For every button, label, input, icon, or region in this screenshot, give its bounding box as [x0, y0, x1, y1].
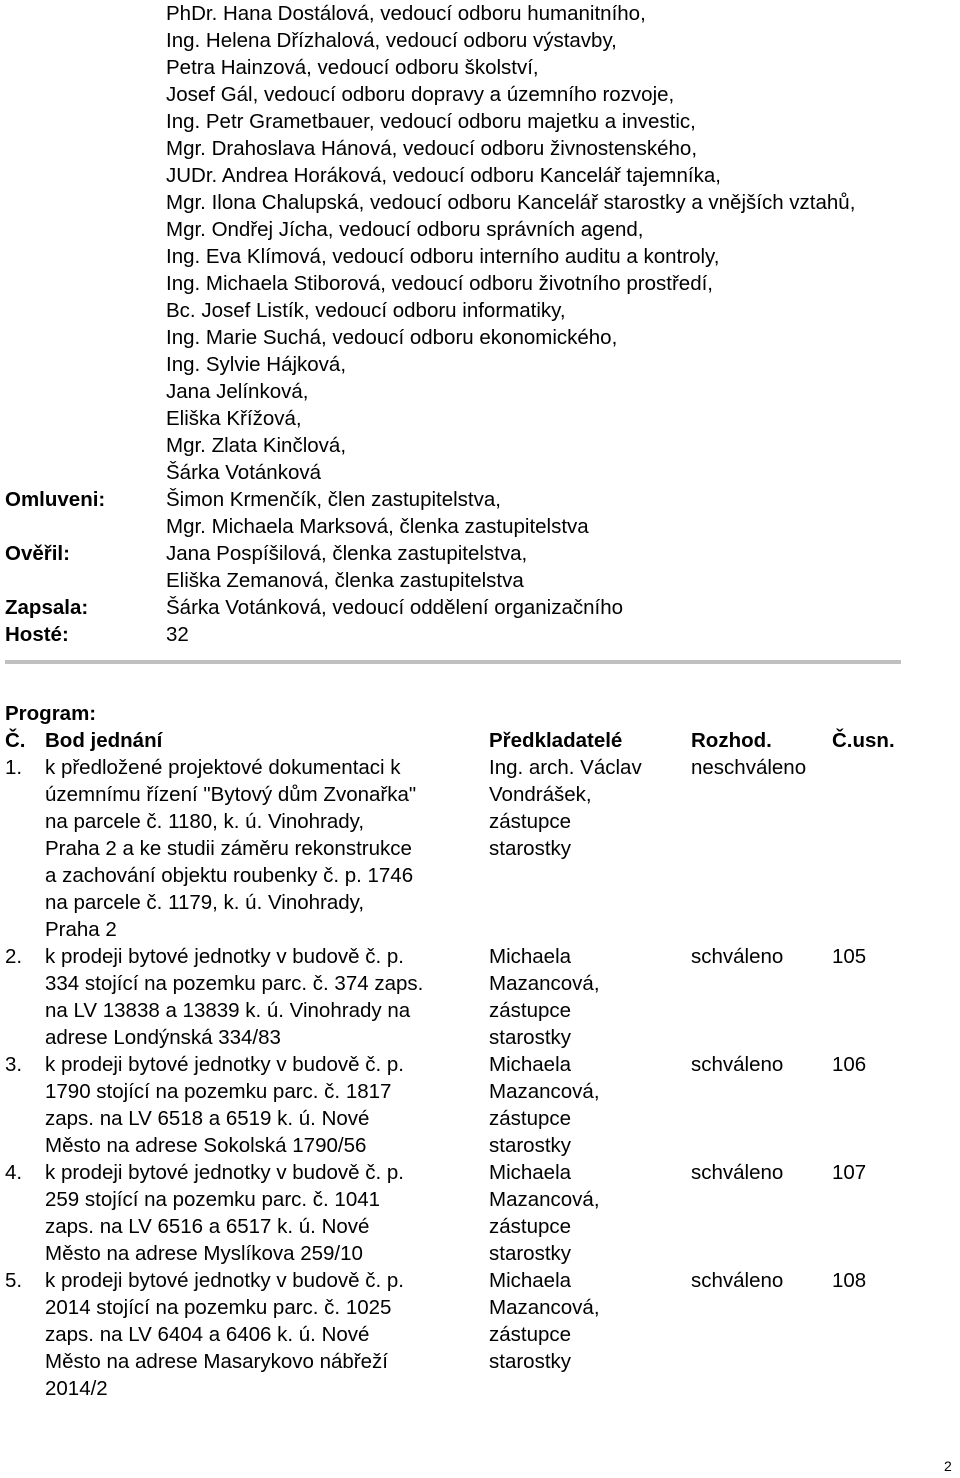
header-num: Č. [5, 729, 26, 752]
attendee-line: Mgr. Ondřej Jícha, vedoucí odboru správních agend, [166, 218, 644, 241]
item-agenda [45, 1051, 404, 1159]
excused-line: Šimon Krmenčík, člen zastupitelstva, [166, 488, 501, 511]
section-divider [5, 660, 901, 664]
agenda-line: k prodeji bytové jednotky v budově č. p. [45, 945, 404, 968]
item-presenter [489, 943, 600, 1051]
agenda-line: zaps. na LV 6404 a 6406 k. ú. Nové [45, 1323, 370, 1346]
attendee-line: Ing. Marie Suchá, vedoucí odboru ekonomického, [166, 326, 618, 349]
guests-label: Hosté: [5, 623, 69, 646]
item-presenter [489, 1051, 600, 1159]
item-agenda [45, 943, 423, 1051]
agenda-line: Praha 2 a ke studii záměru rekonstrukce [45, 837, 412, 860]
agenda-line: na parcele č. 1179, k. ú. Vinohrady, [45, 891, 365, 914]
presenter-line: Mazancová, [489, 1080, 600, 1103]
item-agenda [45, 1267, 404, 1402]
attendee-line: Josef Gál, vedoucí odboru dopravy a územního rozvoje, [166, 83, 675, 106]
presenter-line: Ing. arch. Václav [489, 756, 642, 779]
agenda-line: Město na adrese Myslíkova 259/10 [45, 1242, 363, 1265]
agenda-line: Město na adrese Masarykovo nábřeží [45, 1350, 388, 1373]
presenter-line: zástupce [489, 1107, 572, 1130]
attendee-line: Ing. Helena Dřízhalová, vedoucí odboru výstavby, [166, 29, 617, 52]
presenter-line: Mazancová, [489, 972, 600, 995]
attendee-line: Ing. Sylvie Hájková, [166, 353, 347, 376]
item-decision: neschváleno [691, 756, 807, 779]
presenter-line: starostky [489, 1242, 572, 1265]
item-presenter [489, 1159, 600, 1267]
item-resolution-number: 106 [832, 1053, 867, 1076]
agenda-line: územnímu řízení "Bytový dům Zvonařka" [45, 783, 417, 806]
item-number: 2. [5, 945, 23, 968]
header-bod: Bod jednání [45, 729, 163, 752]
agenda-line: 259 stojící na pozemku parc. č. 1041 [45, 1188, 381, 1211]
item-agenda [45, 754, 416, 943]
presenter-line: zástupce [489, 1323, 572, 1346]
presenter-line: starostky [489, 1134, 572, 1157]
attendee-line: Petra Hainzová, vedoucí odboru školství, [166, 56, 539, 79]
attendee-line: Mgr. Drahoslava Hánová, vedoucí odboru živnostenského, [166, 137, 698, 160]
agenda-line: 2014 stojící na pozemku parc. č. 1025 [45, 1296, 392, 1319]
header-roz: Rozhod. [691, 729, 772, 752]
item-decision: schváleno [691, 1053, 784, 1076]
item-resolution-number: 108 [832, 1269, 867, 1292]
guests-count: 32 [166, 623, 189, 646]
presenter-line: Michaela [489, 1269, 572, 1292]
header-pred: Předkladatelé [489, 729, 623, 752]
attendee-line: Šárka Votánková [166, 461, 321, 484]
item-number: 1. [5, 756, 23, 779]
verified-label: Ověřil: [5, 542, 70, 565]
item-agenda [45, 1159, 404, 1267]
agenda-line: Praha 2 [45, 918, 117, 941]
attendee-line: Ing. Michaela Stiborová, vedoucí odboru životního prostředí, [166, 272, 713, 295]
item-number: 3. [5, 1053, 23, 1076]
agenda-line: na LV 13838 a 13839 k. ú. Vinohrady na [45, 999, 411, 1022]
presenter-line: Michaela [489, 1161, 572, 1184]
presenter-line: zástupce [489, 999, 572, 1022]
agenda-line: na parcele č. 1180, k. ú. Vinohrady, [45, 810, 365, 833]
program-title: Program: [5, 702, 97, 725]
presenter-line: starostky [489, 1026, 572, 1049]
excused-label: Omluveni: [5, 488, 106, 511]
agenda-line: k prodeji bytové jednotky v budově č. p. [45, 1053, 404, 1076]
attendee-line: Ing. Petr Grametbauer, vedoucí odboru majetku a investic, [166, 110, 696, 133]
presenter-line: Vondrášek, [489, 783, 592, 806]
attendee-list [166, 0, 855, 648]
attendee-line: Ing. Eva Klímová, vedoucí odboru interního auditu a kontroly, [166, 245, 720, 268]
item-decision: schváleno [691, 945, 784, 968]
item-number: 4. [5, 1161, 23, 1184]
excused-line: Mgr. Michaela Marksová, členka zastupitelstva [166, 515, 589, 538]
verifier-line: Jana Pospíšilová, členka zastupitelstva, [166, 542, 528, 565]
agenda-line: zaps. na LV 6516 a 6517 k. ú. Nové [45, 1215, 370, 1238]
attendee-line: Eliška Křížová, [166, 407, 302, 430]
presenter-line: Michaela [489, 1053, 572, 1076]
agenda-line: zaps. na LV 6518 a 6519 k. ú. Nové [45, 1107, 370, 1130]
header-usn: Č.usn. [832, 729, 895, 752]
attendee-line: Mgr. Zlata Kinčlová, [166, 434, 347, 457]
item-decision: schváleno [691, 1269, 784, 1292]
presenter-line: starostky [489, 837, 572, 860]
agenda-line: adrese Londýnská 334/83 [45, 1026, 281, 1049]
agenda-line: a zachování objektu roubenky č. p. 1746 [45, 864, 414, 887]
presenter-line: Mazancová, [489, 1296, 600, 1319]
item-decision: schváleno [691, 1161, 784, 1184]
item-number: 5. [5, 1269, 23, 1292]
presenter-line: Mazancová, [489, 1188, 600, 1211]
attendee-line: Bc. Josef Listík, vedoucí odboru informatiky, [166, 299, 566, 322]
agenda-line: 2014/2 [45, 1377, 108, 1400]
presenter-line: starostky [489, 1350, 572, 1373]
presenter-line: Michaela [489, 945, 572, 968]
agenda-line: k předložené projektové dokumentaci k [45, 756, 401, 779]
presenter-line: zástupce [489, 810, 572, 833]
recorded-label: Zapsala: [5, 596, 89, 619]
item-presenter [489, 1267, 600, 1375]
attendee-line: Mgr. Ilona Chalupská, vedoucí odboru Kancelář starostky a vnějších vztahů, [166, 191, 856, 214]
recorder-line: Šárka Votánková, vedoucí oddělení organizačního [166, 596, 624, 619]
agenda-line: k prodeji bytové jednotky v budově č. p. [45, 1161, 404, 1184]
item-resolution-number: 105 [832, 945, 867, 968]
attendee-line: PhDr. Hana Dostálová, vedoucí odboru humanitního, [166, 2, 646, 25]
agenda-line: Město na adrese Sokolská 1790/56 [45, 1134, 367, 1157]
item-presenter [489, 754, 642, 862]
presenter-line: zástupce [489, 1215, 572, 1238]
verifier-line: Eliška Zemanová, členka zastupitelstva [166, 569, 524, 592]
agenda-line: k prodeji bytové jednotky v budově č. p. [45, 1269, 404, 1292]
agenda-line: 334 stojící na pozemku parc. č. 374 zaps. [45, 972, 424, 995]
agenda-line: 1790 stojící na pozemku parc. č. 1817 [45, 1080, 392, 1103]
item-resolution-number: 107 [832, 1161, 867, 1184]
page-number: 2 [944, 1458, 952, 1474]
attendee-line: JUDr. Andrea Horáková, vedoucí odboru Kancelář tajemníka, [166, 164, 721, 187]
attendee-line: Jana Jelínková, [166, 380, 309, 403]
